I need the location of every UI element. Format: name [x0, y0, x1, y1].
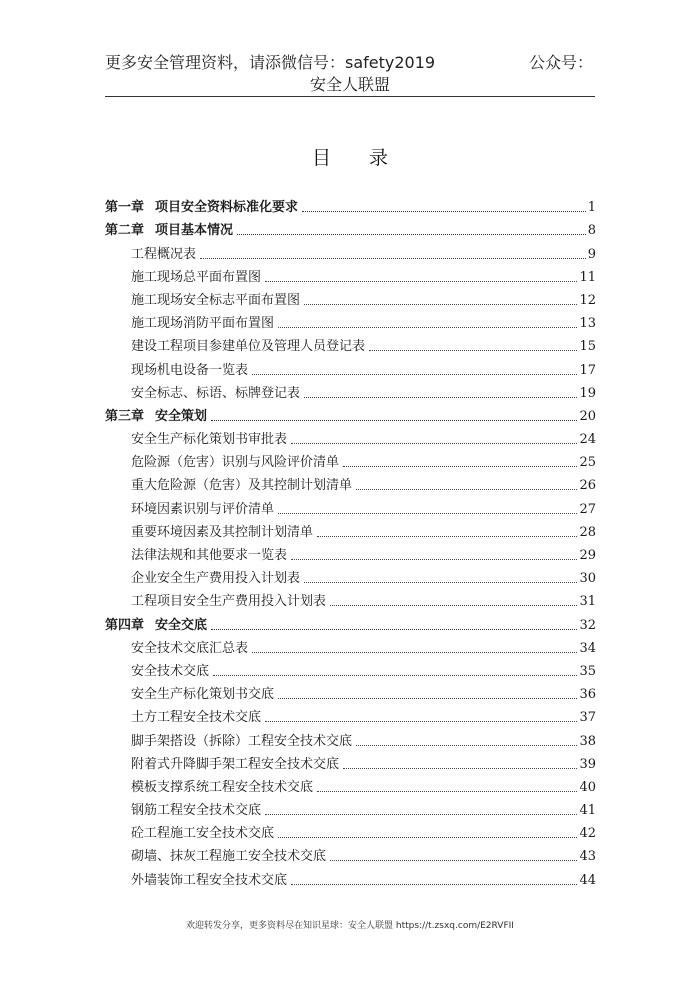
toc-label	[105, 618, 209, 634]
toc-label	[131, 502, 276, 518]
toc-leader-dots	[252, 652, 577, 653]
toc-page-number: 1	[587, 200, 596, 216]
toc-entry-row[interactable]	[105, 286, 596, 309]
toc-label	[131, 386, 302, 402]
toc-title: 重要环境因素及其控制计划清单	[131, 524, 314, 540]
toc-leader-dots	[291, 559, 577, 560]
toc-page-number: 37	[579, 710, 596, 726]
toc-label	[131, 293, 302, 309]
toc-entry-row[interactable]	[105, 494, 596, 517]
toc-label	[131, 641, 250, 657]
toc-label	[105, 409, 209, 425]
toc-leader-dots	[302, 211, 586, 212]
toc-page-number: 43	[579, 849, 596, 865]
toc-label	[131, 478, 354, 494]
toc-leader-dots	[317, 536, 577, 537]
toc-entry-row[interactable]	[105, 379, 596, 402]
toc-leader-dots	[211, 420, 577, 421]
toc-title: 安全技术交底汇总表	[131, 640, 249, 656]
toc-leader-dots	[330, 605, 577, 606]
toc-leader-dots	[278, 513, 577, 514]
toc-label	[131, 247, 198, 263]
toc-title: 工程概况表	[131, 246, 197, 262]
toc-leader-dots	[278, 698, 577, 699]
toc-leader-dots	[304, 582, 577, 583]
page-title: 目 录	[311, 147, 405, 169]
toc-entry-row[interactable]	[105, 564, 596, 587]
toc-title: 钢筋工程安全技术交底	[131, 803, 262, 819]
toc-title: 安全技术交底	[131, 663, 210, 679]
toc-title: 环境因素识别与评价清单	[131, 501, 275, 517]
toc-title: 现场机电设备一览表	[131, 362, 249, 378]
toc-leader-dots	[237, 234, 586, 235]
toc-page-number: 15	[579, 339, 596, 355]
toc-leader-dots	[304, 397, 577, 398]
toc-entry-row[interactable]	[105, 448, 596, 471]
toc-entry-row[interactable]	[105, 703, 596, 726]
toc-page-number: 13	[579, 316, 596, 332]
toc-entry-row[interactable]	[105, 541, 596, 564]
toc-page-number: 28	[579, 524, 596, 540]
toc-chapter-number: 第三章	[105, 408, 145, 424]
toc-title: 施工现场消防平面布置图	[131, 316, 275, 332]
toc-entry-row[interactable]	[105, 796, 596, 819]
toc-label	[131, 664, 211, 680]
toc-page-number: 35	[579, 663, 596, 679]
toc-entry-row[interactable]	[105, 842, 596, 865]
toc-page-number: 40	[579, 779, 596, 795]
toc-leader-dots	[343, 768, 577, 769]
toc-title: 危险源（危害）识别与风险评价清单	[131, 455, 340, 471]
toc-page-number: 32	[579, 617, 596, 633]
toc-leader-dots	[317, 791, 577, 792]
toc-title: 安全生产标化策划书交底	[131, 687, 275, 703]
toc-title: 项目基本情况	[155, 223, 234, 239]
toc-leader-dots	[265, 814, 577, 815]
toc-title: 施工现场安全标志平面布置图	[131, 292, 301, 308]
toc-label	[105, 223, 235, 239]
header-account-name: 安全人联盟	[309, 75, 390, 94]
toc-page-number: 30	[579, 571, 596, 587]
toc-leader-dots	[343, 466, 577, 467]
toc-label	[131, 757, 341, 773]
toc-page-number: 44	[579, 872, 596, 888]
toc-label	[131, 432, 289, 448]
header-wechat-text: 更多安全管理资料，请添微信号：safety2019	[105, 53, 436, 72]
toc-title: 外墙装饰工程安全技术交底	[131, 872, 288, 888]
toc-page-number: 8	[587, 223, 596, 239]
toc-label	[131, 571, 302, 587]
toc-chapter-number: 第二章	[105, 223, 145, 239]
toc-leader-dots	[356, 489, 577, 490]
toc-leader-dots	[356, 745, 577, 746]
toc-title: 工程项目安全生产费用投入计划表	[131, 594, 327, 610]
toc-chapter-row[interactable]	[105, 193, 596, 216]
table-of-contents	[105, 193, 596, 889]
toc-label	[131, 803, 263, 819]
toc-title: 企业安全生产费用投入计划表	[131, 571, 301, 587]
toc-title: 项目安全资料标准化要求	[155, 200, 299, 216]
toc-label	[131, 339, 367, 355]
toc-page-number: 42	[579, 826, 596, 842]
toc-page-number: 39	[579, 756, 596, 772]
toc-page-number: 34	[579, 640, 596, 656]
toc-entry-row[interactable]	[105, 309, 596, 332]
toc-page-number: 25	[579, 455, 596, 471]
toc-entry-row[interactable]	[105, 518, 596, 541]
toc-label	[131, 316, 276, 332]
toc-label	[131, 826, 276, 842]
toc-title: 安全标志、标语、标牌登记表	[131, 385, 301, 401]
toc-leader-dots	[200, 258, 586, 259]
toc-chapter-number: 第四章	[105, 617, 145, 633]
toc-page-number: 12	[579, 292, 596, 308]
toc-page-number: 19	[579, 385, 596, 401]
toc-entry-row[interactable]	[105, 425, 596, 448]
toc-page-number: 36	[579, 687, 596, 703]
toc-entry-row[interactable]	[105, 239, 596, 262]
toc-page-number: 26	[579, 478, 596, 494]
toc-title: 安全策划	[155, 408, 208, 424]
toc-title: 安全生产标化策划书审批表	[131, 432, 288, 448]
toc-label	[131, 548, 289, 564]
toc-label	[131, 594, 328, 610]
toc-entry-row[interactable]	[105, 657, 596, 680]
toc-entry-row[interactable]	[105, 680, 596, 703]
toc-leader-dots	[330, 860, 577, 861]
toc-entry-row[interactable]	[105, 750, 596, 773]
toc-leader-dots	[291, 443, 577, 444]
toc-label	[131, 525, 315, 541]
toc-leader-dots	[291, 884, 577, 885]
toc-label	[105, 200, 300, 216]
toc-entry-row[interactable]	[105, 773, 596, 796]
toc-title: 附着式升降脚手架工程安全技术交底	[131, 756, 340, 772]
toc-leader-dots	[304, 304, 577, 305]
toc-label	[131, 873, 289, 889]
toc-chapter-row[interactable]	[105, 610, 596, 633]
toc-page-number: 20	[579, 408, 596, 424]
toc-title: 脚手架搭设（拆除）工程安全技术交底	[131, 733, 353, 749]
page-footer: 欢迎转发分享，更多资料尽在知识星球：安全人联盟 https://t.zsxq.com/E2RVFII	[186, 921, 514, 931]
toc-page-number: 41	[579, 803, 596, 819]
toc-title: 重大危险源（危害）及其控制计划清单	[131, 478, 353, 494]
toc-entry-row[interactable]	[105, 587, 596, 610]
toc-leader-dots	[213, 675, 577, 676]
toc-label	[131, 455, 341, 471]
toc-leader-dots	[278, 327, 577, 328]
toc-entry-row[interactable]	[105, 332, 596, 355]
toc-page-number: 29	[579, 548, 596, 563]
toc-title: 砌墙、抹灰工程施工安全技术交底	[131, 849, 327, 865]
toc-title: 法律法规和其他要求一览表	[131, 548, 288, 563]
toc-entry-row[interactable]	[105, 819, 596, 842]
toc-leader-dots	[211, 629, 577, 630]
toc-title: 砼工程施工安全技术交底	[131, 826, 275, 842]
toc-chapter-row[interactable]	[105, 402, 596, 425]
toc-title: 施工现场总平面布置图	[131, 269, 262, 285]
toc-page-number: 27	[579, 501, 596, 517]
toc-entry-row[interactable]	[105, 263, 596, 286]
toc-page-number: 9	[587, 246, 596, 262]
toc-label	[131, 687, 276, 703]
toc-chapter-number: 第一章	[105, 200, 145, 216]
toc-entry-row[interactable]	[105, 355, 596, 378]
toc-page-number: 24	[579, 432, 596, 448]
toc-label	[131, 734, 354, 750]
toc-leader-dots	[278, 837, 577, 838]
toc-page-number: 17	[579, 362, 596, 378]
toc-leader-dots	[252, 374, 577, 375]
toc-entry-row[interactable]	[105, 726, 596, 749]
toc-label	[131, 780, 315, 796]
toc-page-number: 31	[579, 594, 596, 610]
toc-chapter-row[interactable]	[105, 216, 596, 239]
toc-leader-dots	[265, 281, 577, 282]
toc-leader-dots	[265, 721, 577, 722]
page-header	[105, 50, 595, 96]
toc-page-number: 38	[579, 733, 596, 749]
toc-title: 安全交底	[155, 617, 208, 633]
header-divider	[105, 96, 595, 97]
toc-label	[131, 270, 263, 286]
header-account-label: 公众号：	[528, 53, 593, 72]
toc-label	[131, 849, 328, 865]
toc-entry-row[interactable]	[105, 865, 596, 888]
toc-label	[131, 710, 263, 726]
toc-title: 建设工程项目参建单位及管理人员登记表	[131, 339, 366, 355]
toc-label	[131, 363, 250, 379]
toc-entry-row[interactable]	[105, 634, 596, 657]
toc-entry-row[interactable]	[105, 471, 596, 494]
toc-leader-dots	[369, 350, 577, 351]
toc-title: 模板支撑系统工程安全技术交底	[131, 779, 314, 795]
toc-page-number: 11	[579, 269, 596, 285]
toc-title: 土方工程安全技术交底	[131, 710, 262, 726]
